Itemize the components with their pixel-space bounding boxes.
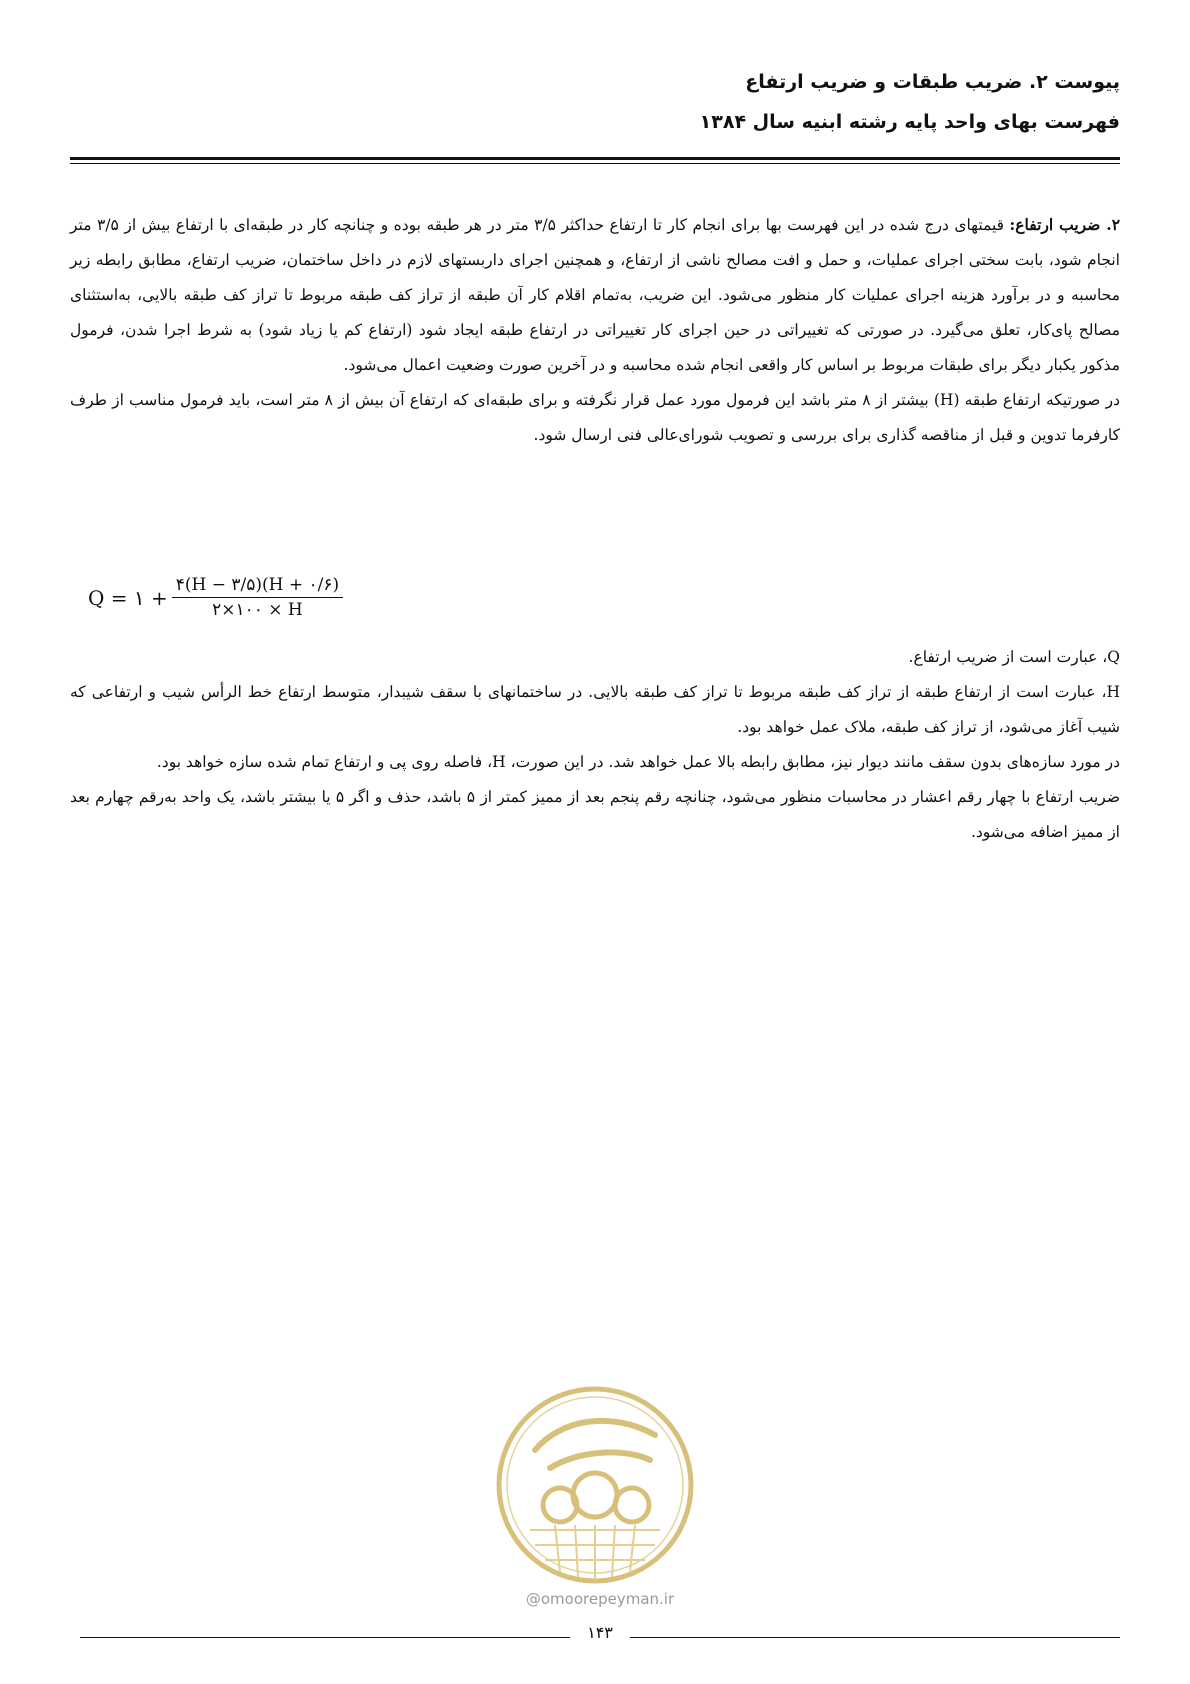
height-coefficient-formula: [88, 575, 343, 620]
formula-fraction: [172, 575, 343, 620]
definition-h: H، عبارت است از ارتفاع طبقه از تراز کف طبقه مربوط تا تراز کف طبقه بالایی. در ساختمانهای با سقف شیبدار، متوسط ارتفاع خط الرأس شیب و ارتفاعی که شیب آغاز می‌شود، از تراز کف طبقه، ملاک عمل خواهد بود.: [70, 683, 1120, 736]
formula-lhs: Q = ۱ +: [88, 585, 168, 610]
footer-rule-left: [80, 1637, 570, 1638]
formula-numerator: ۴(H − ۳/۵)(H + ۰/۶): [172, 575, 343, 598]
definition-walls: در مورد سازه‌های بدون سقف مانند دیوار نیز، مطابق رابطه بالا عمل خواهد شد. در این صورت، H، فاصله روی پی و ارتفاع تمام شده سازه خواهد بود.: [156, 753, 1120, 771]
section-lead: ۲. ضریب ارتفاع:: [1009, 215, 1121, 234]
omoore-peyman-logo-icon: [490, 1380, 700, 1590]
section-body: [70, 207, 1120, 453]
header-rule-thin: [70, 163, 1120, 164]
paragraph-over-8m: در صورتیکه ارتفاع طبقه (H) بیشتر از ۸ متر باشد این فرمول مورد عمل قرار نگرفته و برای طبقه‌ای که ارتفاع آن بیش از ۸ متر است، باید فرمول مناسب از طرف کارفرما تدوین و قبل از مناقصه گذاری برای بررسی و تصویب شورای‌عالی فنی ارسال شود.: [70, 391, 1120, 444]
footer-rule-right: [630, 1637, 1120, 1638]
formula-denominator: ۲×۱۰۰ × H: [212, 600, 303, 620]
definitions: [70, 640, 1120, 850]
definition-rounding: ضریب ارتفاع با چهار رقم اعشار در محاسبات منظور می‌شود، چنانچه رقم پنجم بعد از ممیز کمتر از ۵ باشد، حذف و اگر ۵ یا بیشتر باشد، یک واحد به‌رقم چهارم بعد از ممیز اضافه می‌شود.: [70, 788, 1120, 841]
paragraph-text: قیمتهای درج شده در این فهرست بها برای انجام کار تا ارتفاع حداکثر ۳/۵ متر در هر طبقه بوده و چنانچه کار در طبقه‌ای با ارتفاع بیش از ۳/۵ متر انجام شود، بابت سختی اجرای عملیات، و حمل و افت مصالح ناشی از ارتفاع، و همچنین اجرای داربستهای لازم در داخل ساختمان، ضریب ارتفاع، مطابق رابطه زیر محاسبه و در برآورد هزینه اجرای عملیات کار منظور می‌شود. این ضریب، به‌تمام اقلام کار آن طبقه از تراز کف طبقه مربوط تا تراز کف طبقه بالایی، به‌استثنای مصالح پای‌کار، تعلق می‌گیرد. در صورتی که تغییراتی در حین اجرای کار تغییراتی در ارتفاع طبقه ایجاد شود (ارتفاع کم یا زیاد شود) به شرط اجرا شدن، فرمول مذکور یکبار دیگر برای طبقات مربوط بر اساس کار واقعی انجام شده محاسبه و در آخرین صورت وضعیت اعمال می‌شود.: [70, 216, 1120, 374]
paragraph-height-coefficient: [70, 207, 1120, 383]
header-rule-thick: [70, 157, 1120, 160]
page-footer: [80, 1617, 1120, 1647]
header-title: پیوست ۲. ضریب طبقات و ضریب ارتفاع: [745, 71, 1120, 93]
page-header: [70, 62, 1120, 142]
watermark-site: @omoorepeyman.ir: [525, 1590, 675, 1608]
header-subtitle: فهرست بهای واحد پایه رشته ابنیه سال ۱۳۸۴: [699, 111, 1120, 133]
page-number: ۱۴۳: [587, 1623, 613, 1642]
definition-q: Q، عبارت است از ضریب ارتفاع.: [908, 648, 1120, 666]
